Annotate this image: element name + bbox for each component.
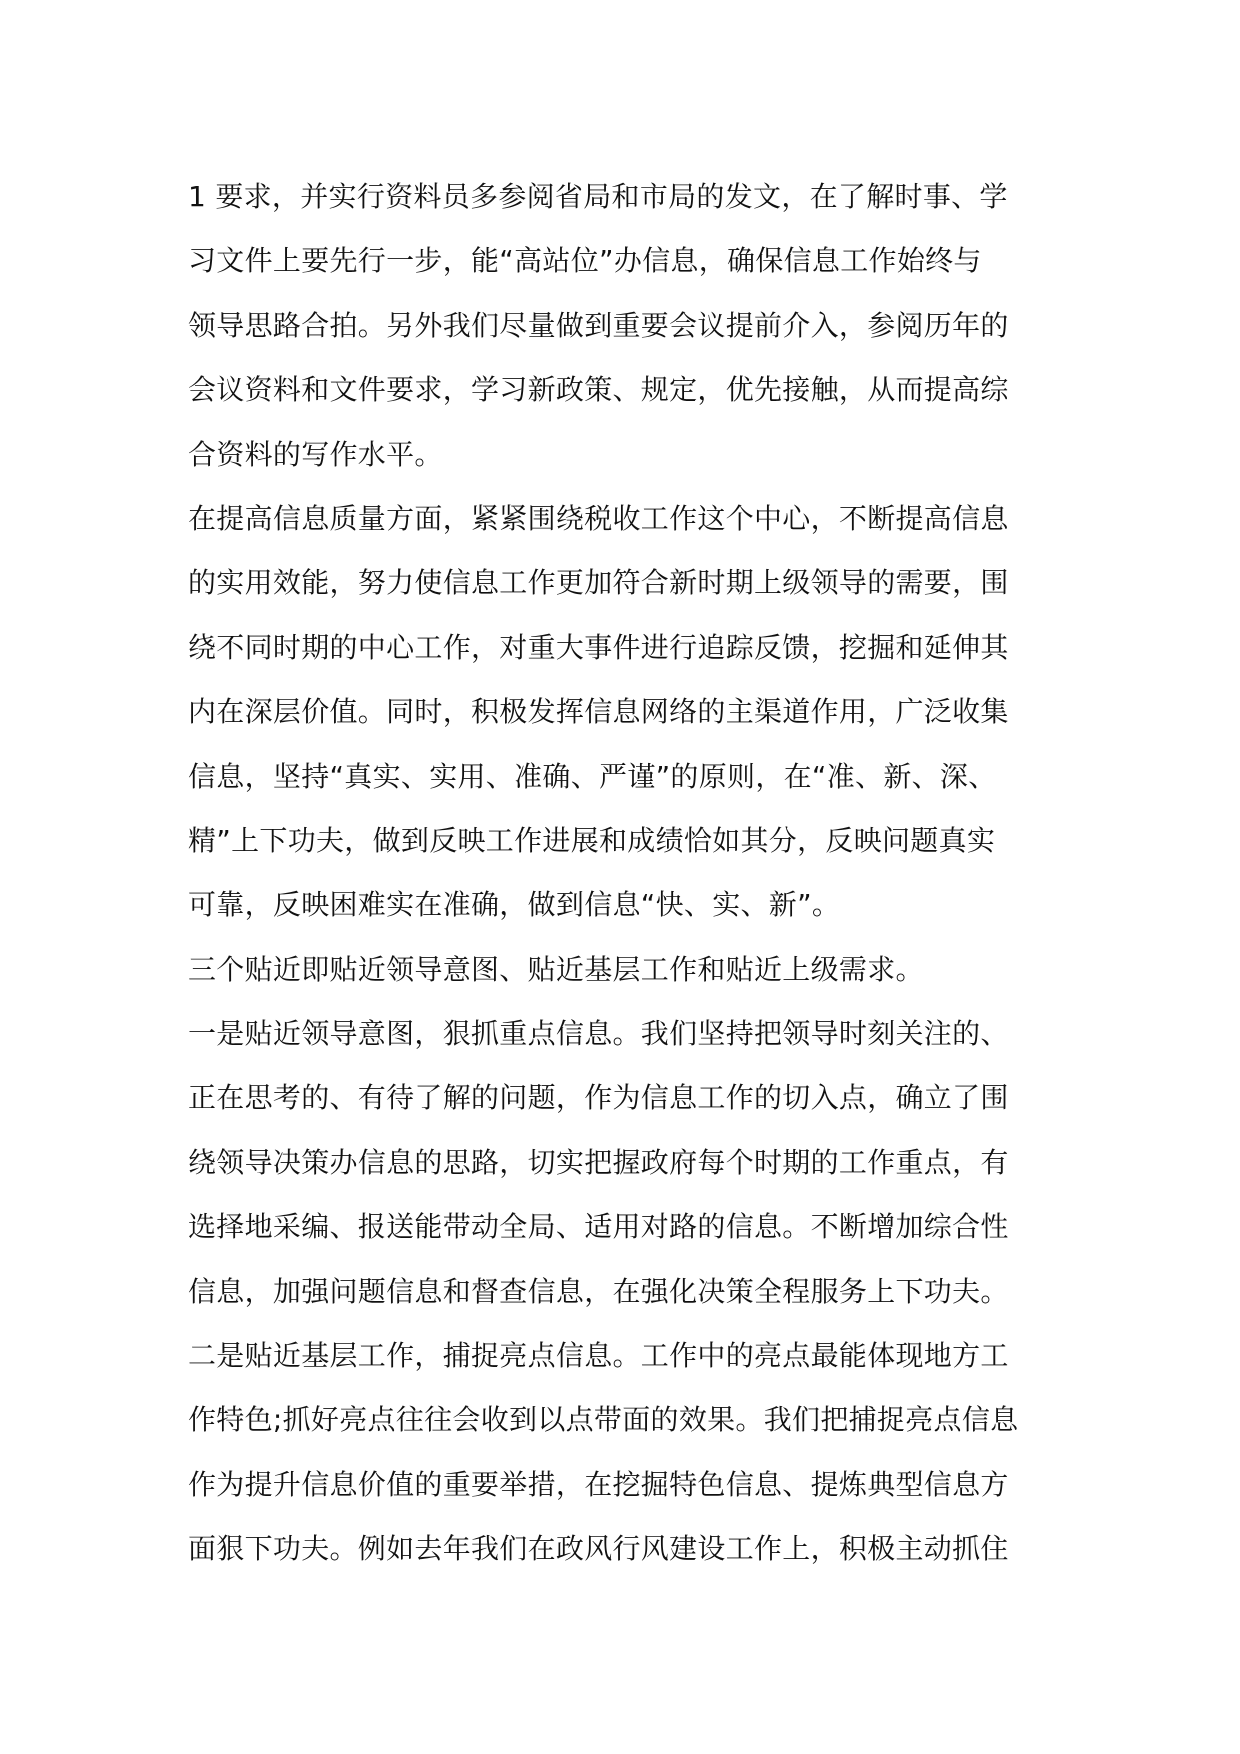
body-text <box>188 165 1088 1582</box>
text-line-22: 面狠下功夫。例如去年我们在政风行风建设工作上，积极主动抓住 <box>188 1532 1009 1566</box>
text-line-5: 合资料的写作水平。 <box>188 437 443 471</box>
text-line-20: 作特色;抓好亮点往往会收到以点带面的效果。我们把捕捉亮点信息 <box>188 1403 1019 1437</box>
text-line-9: 内在深层价值。同时，积极发挥信息网络的主渠道作用，广泛收集 <box>188 695 1009 729</box>
text-line-13: 三个贴近即贴近领导意图、贴近基层工作和贴近上级需求。 <box>188 952 924 986</box>
text-line-17: 选择地采编、报送能带动全局、适用对路的信息。不断增加综合性 <box>188 1210 1009 1244</box>
text-line-3: 领导思路合拍。另外我们尽量做到重要会议提前介入，参阅历年的 <box>188 308 1009 342</box>
text-line-18: 信息，加强问题信息和督查信息，在强化决策全程服务上下功夫。 <box>188 1274 1009 1308</box>
text-line-4: 会议资料和文件要求，学习新政策、规定，优先接触，从而提高综 <box>188 373 1009 407</box>
text-line-12: 可靠，反映困难实在准确，做到信息“快、实、新”。 <box>188 888 841 922</box>
text-line-16: 绕领导决策办信息的思路，切实把握政府每个时期的工作重点，有 <box>188 1145 1009 1179</box>
text-line-21: 作为提升信息价值的重要举措，在挖掘特色信息、提炼典型信息方 <box>188 1467 1009 1501</box>
text-line-11: 精”上下功夫，做到反映工作进展和成绩恰如其分，反映问题真实 <box>188 823 996 857</box>
text-line-15: 正在思考的、有待了解的问题，作为信息工作的切入点，确立了围 <box>188 1081 1009 1115</box>
text-line-8: 绕不同时期的中心工作，对重大事件进行追踪反馈，挖掘和延伸其 <box>188 630 1009 664</box>
text-line-14: 一是贴近领导意图，狠抓重点信息。我们坚持把领导时刻关注的、 <box>188 1017 1009 1051</box>
text-line-1: 1 要求，并实行资料员多参阅省局和市局的发文，在了解时事、学 <box>188 180 1008 213</box>
text-line-2: 习文件上要先行一步，能“高站位”办信息，确保信息工作始终与 <box>188 244 982 278</box>
text-line-10: 信息，坚持“真实、实用、准确、严谨”的原则，在“准、新、深、 <box>188 759 997 793</box>
text-line-19: 二是贴近基层工作，捕捉亮点信息。工作中的亮点最能体现地方工 <box>188 1339 1009 1373</box>
text-line-6: 在提高信息质量方面，紧紧围绕税收工作这个中心，不断提高信息 <box>188 501 1009 535</box>
text-line-7: 的实用效能，努力使信息工作更加符合新时期上级领导的需要，围 <box>188 566 1009 600</box>
